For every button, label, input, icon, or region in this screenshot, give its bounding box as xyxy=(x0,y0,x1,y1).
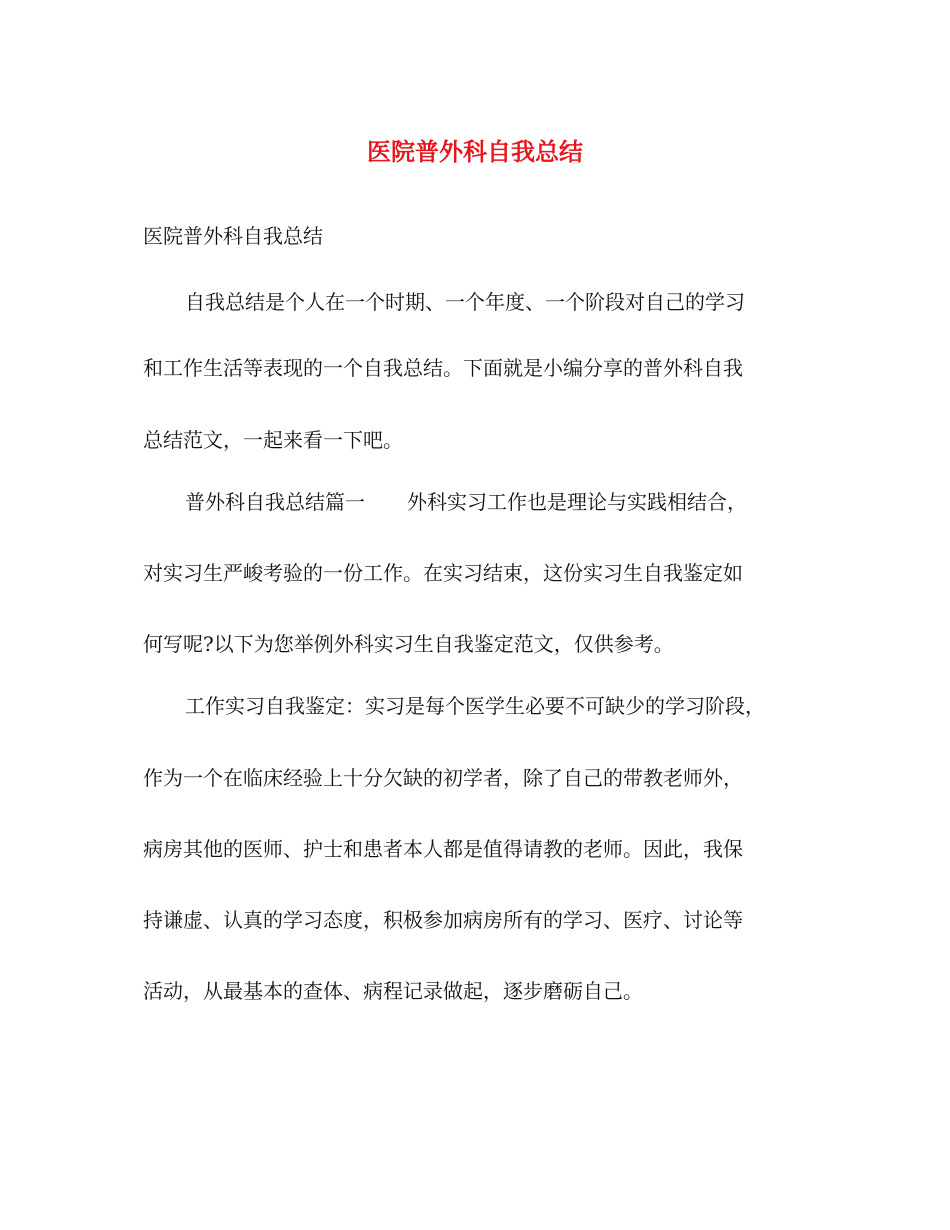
document-title: 医院普外科自我总结 xyxy=(367,137,583,166)
document-subtitle: 医院普外科自我总结 xyxy=(143,224,323,248)
paragraph-line: 病房其他的医师、护士和患者本人都是值得请教的老师。因此，我保 xyxy=(143,837,743,861)
section-lead-text: 外科实习工作也是理论与实践相结合， xyxy=(407,490,747,514)
paragraph-line: 自我总结是个人在一个时期、一个年度、一个阶段对自己的学习 xyxy=(185,290,745,314)
paragraph-line: 何写呢?以下为您举例外科实习生自我鉴定范文，仅供参考。 xyxy=(143,632,674,656)
paragraph-line xyxy=(185,482,747,522)
paragraph-line: 对实习生严峻考验的一份工作。在实习结束，这份实习生自我鉴定如 xyxy=(143,561,743,585)
paragraph-line: 持谦虚、认真的学习态度，积极参加病房所有的学习、医疗、讨论等 xyxy=(143,908,743,932)
paragraph-line: 作为一个在临床经验上十分欠缺的初学者，除了自己的带教老师外， xyxy=(143,766,743,790)
paragraph-line: 活动，从最基本的查体、病程记录做起，逐步磨砺自己。 xyxy=(143,979,643,1003)
paragraph-line: 工作实习自我鉴定：实习是每个医学生必要不可缺少的学习阶段， xyxy=(185,694,765,718)
section-heading: 普外科自我总结篇一 xyxy=(185,490,365,514)
paragraph-line: 总结范文，一起来看一下吧。 xyxy=(143,428,403,452)
paragraph-line: 和工作生活等表现的一个自我总结。下面就是小编分享的普外科自我 xyxy=(143,356,743,380)
